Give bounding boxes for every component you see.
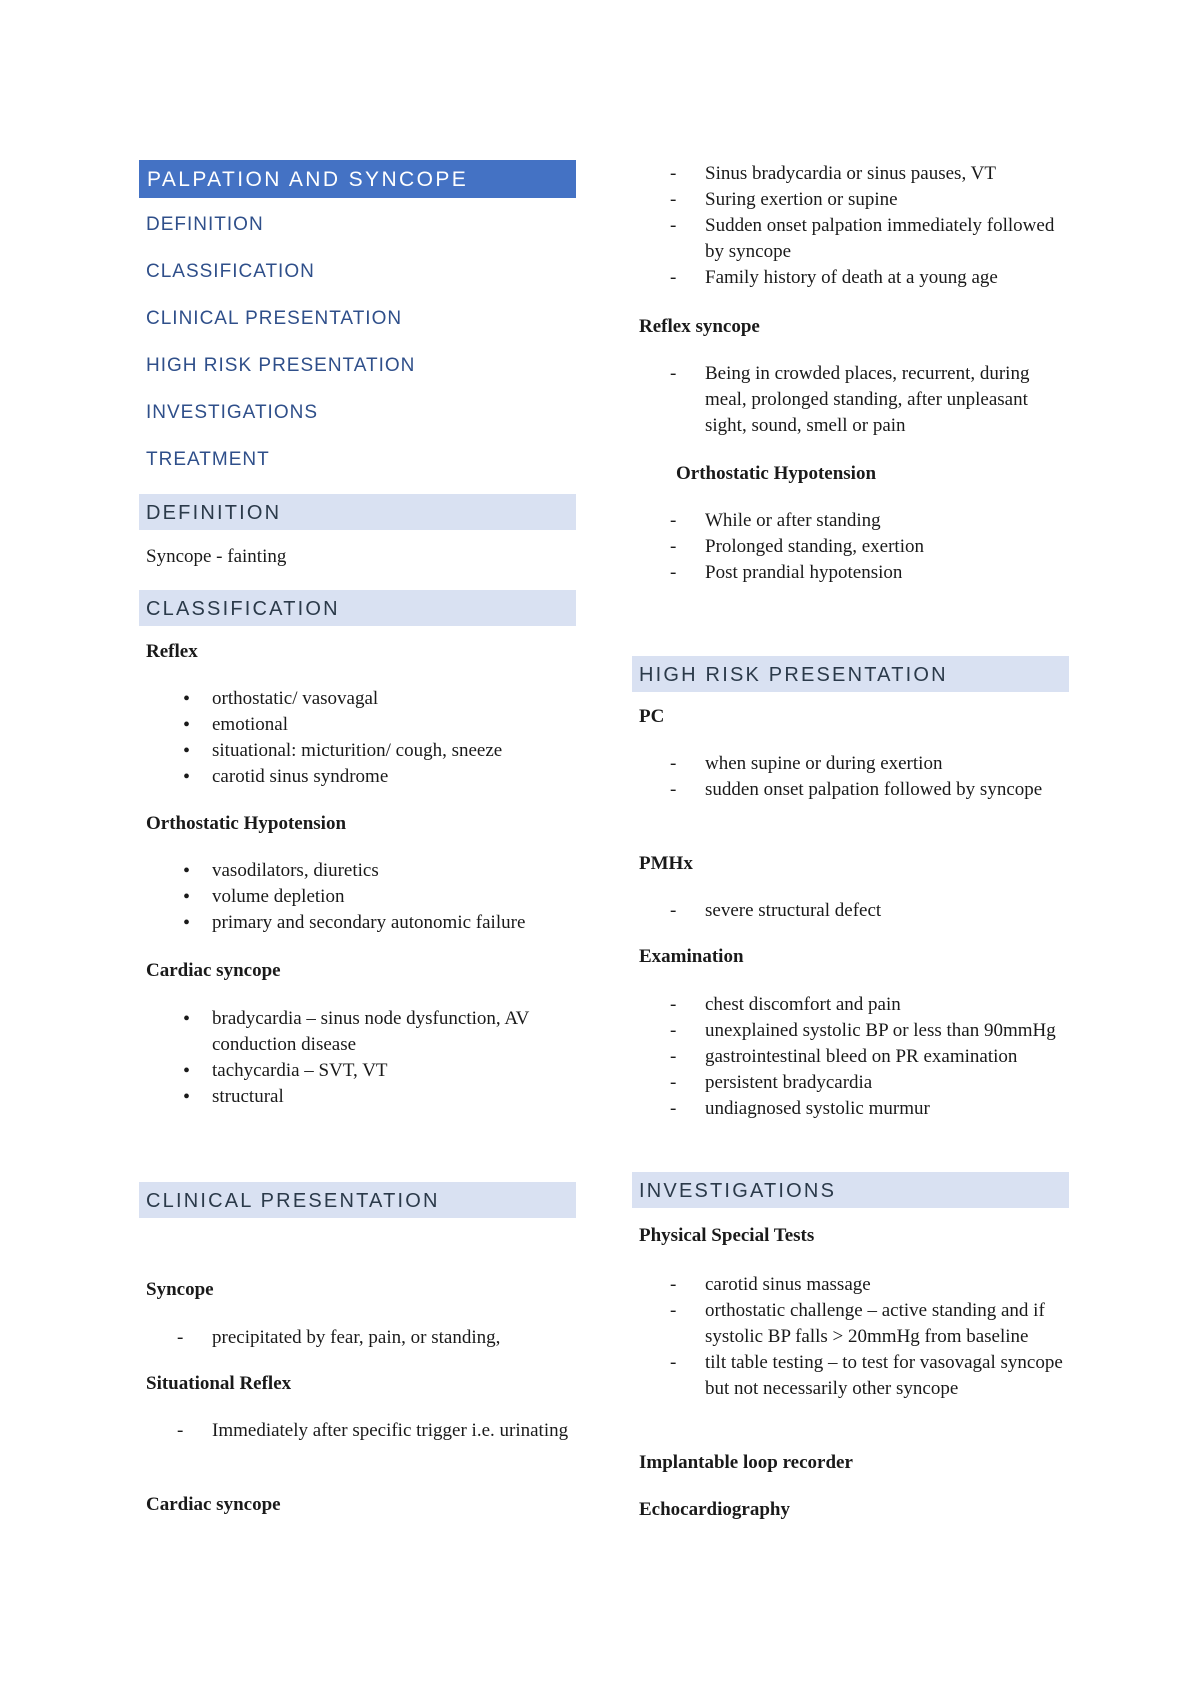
- reflex-syncope-list: [632, 361, 1069, 439]
- list-item: - chest discomfort and pain: [632, 992, 1069, 1018]
- list-item: - Family history of death at a young age: [632, 265, 1069, 291]
- list-item: • carotid sinus syndrome: [139, 764, 576, 790]
- pc-heading: PC: [639, 706, 665, 727]
- list-item: - sudden onset palpation followed by syncope: [632, 777, 1069, 803]
- list-item: - unexplained systolic BP or less than 90mmHg: [632, 1018, 1069, 1044]
- list-item: • situational: micturition/ cough, sneeze: [139, 738, 576, 764]
- list-item: - Immediately after specific trigger i.e. urinating: [139, 1418, 576, 1444]
- orthostatic-classification-heading: Orthostatic Hypotension: [146, 813, 347, 834]
- cardiac-classification-heading: Cardiac syncope: [146, 960, 281, 981]
- list-item: - While or after standing: [632, 508, 1069, 534]
- document-title: PALPATION AND SYNCOPE: [139, 160, 576, 198]
- orthostatic-presentation-heading: Orthostatic Hypotension: [676, 463, 877, 484]
- list-item: • bradycardia – sinus node dysfunction, AV conduction disease: [139, 1006, 576, 1058]
- list-item: - Sudden onset palpation immediately followed by syncope: [632, 213, 1069, 265]
- examination-heading: Examination: [639, 946, 744, 967]
- list-item: • structural: [139, 1084, 576, 1110]
- toc-link-classification[interactable]: CLASSIFICATION: [146, 261, 315, 282]
- cardiac-syncope-list: [632, 161, 1069, 291]
- list-item: • volume depletion: [139, 884, 576, 910]
- implantable-loop-recorder-heading: Implantable loop recorder: [639, 1452, 853, 1473]
- reflex-list: [139, 686, 576, 790]
- list-item: - persistent bradycardia: [632, 1070, 1069, 1096]
- list-item: • primary and secondary autonomic failure: [139, 910, 576, 936]
- list-item: - tilt table testing – to test for vasovagal syncope but not necessarily other syncope: [632, 1350, 1069, 1402]
- list-item: - gastrointestinal bleed on PR examination: [632, 1044, 1069, 1070]
- echocardiography-heading: Echocardiography: [639, 1499, 790, 1520]
- list-item: - Being in crowded places, recurrent, during meal, prolonged standing, after unpleasant sight, sound, smell or pain: [632, 361, 1069, 439]
- list-item: - when supine or during exertion: [632, 751, 1069, 777]
- reflex-heading: Reflex: [146, 641, 198, 662]
- list-item: - carotid sinus massage: [632, 1272, 1069, 1298]
- orthostatic-presentation-list: [632, 508, 1069, 586]
- list-item: - Post prandial hypotension: [632, 560, 1069, 586]
- toc-link-high-risk-presentation[interactable]: HIGH RISK PRESENTATION: [146, 355, 416, 376]
- situational-reflex-heading: Situational Reflex: [146, 1373, 292, 1394]
- section-heading-definition: DEFINITION: [139, 494, 576, 530]
- section-heading-clinical-presentation: CLINICAL PRESENTATION: [139, 1182, 576, 1218]
- toc-link-investigations[interactable]: INVESTIGATIONS: [146, 402, 319, 423]
- list-item: • vasodilators, diuretics: [139, 858, 576, 884]
- section-heading-investigations: INVESTIGATIONS: [632, 1172, 1069, 1208]
- list-item: - precipitated by fear, pain, or standing,: [139, 1325, 576, 1351]
- syncope-heading: Syncope: [146, 1279, 214, 1300]
- pmhx-list: [632, 898, 1069, 924]
- physical-special-tests-list: [632, 1272, 1069, 1402]
- list-item: - Suring exertion or supine: [632, 187, 1069, 213]
- section-heading-classification: CLASSIFICATION: [139, 590, 576, 626]
- definition-text: Syncope - fainting: [146, 546, 287, 567]
- list-item: - Sinus bradycardia or sinus pauses, VT: [632, 161, 1069, 187]
- pc-list: [632, 751, 1069, 803]
- syncope-list: [139, 1325, 576, 1351]
- orthostatic-classification-list: [139, 858, 576, 936]
- list-item: - orthostatic challenge – active standing and if systolic BP falls > 20mmHg from baseline: [632, 1298, 1069, 1350]
- reflex-syncope-heading: Reflex syncope: [639, 316, 760, 337]
- toc-link-treatment[interactable]: TREATMENT: [146, 449, 270, 470]
- list-item: - severe structural defect: [632, 898, 1069, 924]
- situational-reflex-list: [139, 1418, 576, 1444]
- cardiac-classification-list: [139, 1006, 576, 1110]
- list-item: • tachycardia – SVT, VT: [139, 1058, 576, 1084]
- pmhx-heading: PMHx: [639, 853, 693, 874]
- list-item: - undiagnosed systolic murmur: [632, 1096, 1069, 1122]
- examination-list: [632, 992, 1069, 1122]
- toc-link-definition[interactable]: DEFINITION: [146, 214, 264, 235]
- list-item: • orthostatic/ vasovagal: [139, 686, 576, 712]
- list-item: • emotional: [139, 712, 576, 738]
- cardiac-syncope-heading: Cardiac syncope: [146, 1494, 281, 1515]
- toc-link-clinical-presentation[interactable]: CLINICAL PRESENTATION: [146, 308, 403, 329]
- list-item: - Prolonged standing, exertion: [632, 534, 1069, 560]
- physical-special-tests-heading: Physical Special Tests: [639, 1225, 815, 1246]
- section-heading-high-risk-presentation: HIGH RISK PRESENTATION: [632, 656, 1069, 692]
